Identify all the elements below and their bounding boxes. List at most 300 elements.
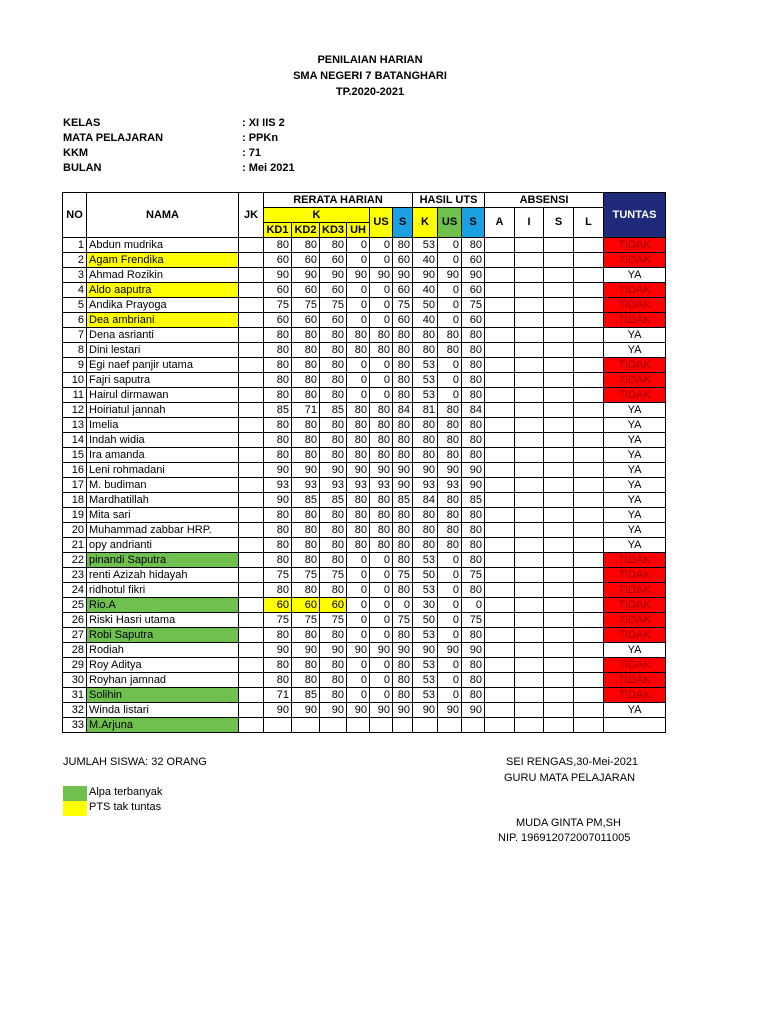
score-uk: 80: [413, 433, 438, 448]
score-s: 85: [393, 493, 413, 508]
tuntas-status: YA: [604, 643, 666, 658]
row-number: 11: [63, 388, 87, 403]
gender-cell: [239, 253, 264, 268]
score-kd2: 80: [292, 553, 320, 568]
absen-a: [485, 568, 515, 583]
absen-s: [544, 523, 574, 538]
score-s: 80: [393, 343, 413, 358]
gender-cell: [239, 373, 264, 388]
score-us: 90: [370, 703, 393, 718]
absen-a: [485, 343, 515, 358]
gender-cell: [239, 538, 264, 553]
score-kd3: 80: [320, 538, 347, 553]
score-uh: 90: [347, 703, 370, 718]
absen-l: [574, 313, 604, 328]
absen-a: [485, 493, 515, 508]
tuntas-status: TIDAK: [604, 553, 666, 568]
absen-a: [485, 643, 515, 658]
score-kd1: 71: [264, 688, 292, 703]
absen-i: [515, 613, 544, 628]
gender-cell: [239, 658, 264, 673]
row-number: 32: [63, 703, 87, 718]
score-us2: 80: [462, 343, 485, 358]
absen-l: [574, 358, 604, 373]
teacher-role: GURU MATA PELAJARAN: [504, 772, 636, 784]
score-kd3: [320, 718, 347, 733]
absen-l: [574, 328, 604, 343]
absen-l: [574, 703, 604, 718]
col-absen-a: A: [485, 208, 515, 238]
table-row: [63, 598, 666, 613]
absen-s: [544, 718, 574, 733]
score-uk: 50: [413, 613, 438, 628]
absen-i: [515, 688, 544, 703]
score-kd2: 80: [292, 538, 320, 553]
absen-s: [544, 688, 574, 703]
score-kd1: 75: [264, 298, 292, 313]
tuntas-status: TIDAK: [604, 373, 666, 388]
score-us2: 84: [462, 403, 485, 418]
tuntas-status: YA: [604, 268, 666, 283]
score-us: 90: [370, 463, 393, 478]
score-us2: 75: [462, 298, 485, 313]
score-uus: 93: [438, 478, 462, 493]
student-name: Mita sari: [87, 508, 239, 523]
tuntas-status: TIDAK: [604, 673, 666, 688]
score-kd2: 90: [292, 268, 320, 283]
score-s: 80: [393, 628, 413, 643]
student-name: Aldo aaputra: [87, 283, 239, 298]
score-kd2: 80: [292, 358, 320, 373]
score-kd2: 60: [292, 253, 320, 268]
col-hasil-uts: HASIL UTS: [413, 193, 485, 208]
score-s: 80: [393, 373, 413, 388]
score-kd2: [292, 718, 320, 733]
meta-label-bulan: BULAN: [63, 162, 102, 174]
student-name: Royhan jamnad: [87, 673, 239, 688]
row-number: 30: [63, 673, 87, 688]
absen-s: [544, 598, 574, 613]
score-uh: 80: [347, 403, 370, 418]
tuntas-status: TIDAK: [604, 568, 666, 583]
table-row: [63, 478, 666, 493]
score-uh: 80: [347, 448, 370, 463]
absen-s: [544, 628, 574, 643]
absen-s: [544, 328, 574, 343]
row-number: 15: [63, 448, 87, 463]
score-us2: 60: [462, 313, 485, 328]
absen-l: [574, 583, 604, 598]
score-uh: 0: [347, 358, 370, 373]
score-us2: 90: [462, 268, 485, 283]
score-kd3: 90: [320, 703, 347, 718]
tuntas-status: YA: [604, 463, 666, 478]
student-name: renti Azizah hidayah: [87, 568, 239, 583]
score-uk: 80: [413, 508, 438, 523]
score-uus: 90: [438, 268, 462, 283]
absen-l: [574, 253, 604, 268]
score-uus: 0: [438, 373, 462, 388]
score-kd3: 80: [320, 418, 347, 433]
tuntas-status: YA: [604, 538, 666, 553]
score-us2: 80: [462, 388, 485, 403]
row-number: 9: [63, 358, 87, 373]
table-row: [63, 493, 666, 508]
absen-s: [544, 313, 574, 328]
score-us2: 90: [462, 703, 485, 718]
absen-l: [574, 238, 604, 253]
score-kd1: 80: [264, 388, 292, 403]
score-us2: 80: [462, 583, 485, 598]
score-uus: [438, 718, 462, 733]
tuntas-status: TIDAK: [604, 598, 666, 613]
tuntas-status: YA: [604, 448, 666, 463]
score-uk: 53: [413, 238, 438, 253]
score-uus: 80: [438, 433, 462, 448]
absen-a: [485, 433, 515, 448]
teacher-nip: NIP. 196912072007011005: [498, 832, 631, 844]
score-us2: 75: [462, 568, 485, 583]
score-uk: 90: [413, 268, 438, 283]
score-s: 84: [393, 403, 413, 418]
score-s: 75: [393, 568, 413, 583]
score-uh: 80: [347, 493, 370, 508]
score-us: 80: [370, 403, 393, 418]
score-us: 0: [370, 298, 393, 313]
absen-a: [485, 718, 515, 733]
tuntas-status: [604, 718, 666, 733]
row-number: 31: [63, 688, 87, 703]
score-uus: 80: [438, 523, 462, 538]
table-row: [63, 373, 666, 388]
score-us: 80: [370, 448, 393, 463]
score-kd3: 85: [320, 403, 347, 418]
score-uh: 0: [347, 598, 370, 613]
score-kd3: 60: [320, 313, 347, 328]
score-kd1: 80: [264, 448, 292, 463]
score-us: 0: [370, 373, 393, 388]
score-uh: 0: [347, 388, 370, 403]
score-kd3: 80: [320, 388, 347, 403]
tuntas-status: TIDAK: [604, 238, 666, 253]
student-name: Dini lestari: [87, 343, 239, 358]
absen-i: [515, 298, 544, 313]
gender-cell: [239, 313, 264, 328]
col-rerata-harian: RERATA HARIAN: [264, 193, 413, 208]
score-uk: 53: [413, 388, 438, 403]
score-s: 60: [393, 253, 413, 268]
score-uk: 53: [413, 628, 438, 643]
score-us: 0: [370, 688, 393, 703]
absen-a: [485, 253, 515, 268]
col-kd1: KD1: [264, 223, 292, 238]
score-kd1: 80: [264, 538, 292, 553]
absen-i: [515, 538, 544, 553]
score-s: 90: [393, 478, 413, 493]
gender-cell: [239, 403, 264, 418]
absen-l: [574, 568, 604, 583]
gender-cell: [239, 358, 264, 373]
tuntas-status: YA: [604, 403, 666, 418]
absen-l: [574, 283, 604, 298]
score-uh: 0: [347, 253, 370, 268]
gender-cell: [239, 283, 264, 298]
student-name: Muhammad zabbar HRP.: [87, 523, 239, 538]
score-kd1: 90: [264, 643, 292, 658]
score-uk: 80: [413, 523, 438, 538]
score-uk: 93: [413, 478, 438, 493]
score-uh: 80: [347, 418, 370, 433]
score-kd3: 75: [320, 298, 347, 313]
score-s: 75: [393, 298, 413, 313]
absen-i: [515, 493, 544, 508]
absen-s: [544, 493, 574, 508]
score-uus: 90: [438, 643, 462, 658]
student-name: Riski Hasri utama: [87, 613, 239, 628]
score-us2: 90: [462, 643, 485, 658]
score-kd3: 80: [320, 628, 347, 643]
teacher-name: MUDA GINTA PM,SH: [516, 817, 621, 829]
score-us: 90: [370, 643, 393, 658]
col-absensi: ABSENSI: [485, 193, 604, 208]
absen-l: [574, 523, 604, 538]
score-us: 0: [370, 283, 393, 298]
score-uus: 80: [438, 343, 462, 358]
student-name: ridhotul fikri: [87, 583, 239, 598]
row-number: 7: [63, 328, 87, 343]
meta-value-kkm: : 71: [242, 147, 261, 159]
score-us2: 80: [462, 433, 485, 448]
score-kd2: 80: [292, 343, 320, 358]
absen-i: [515, 448, 544, 463]
score-uus: 80: [438, 448, 462, 463]
col-uts-k: K: [413, 208, 438, 238]
score-s: 90: [393, 463, 413, 478]
score-uh: 0: [347, 298, 370, 313]
row-number: 23: [63, 568, 87, 583]
col-kd3: KD3: [320, 223, 347, 238]
score-kd3: 90: [320, 268, 347, 283]
score-uus: 0: [438, 238, 462, 253]
score-kd2: 80: [292, 448, 320, 463]
score-kd1: 60: [264, 283, 292, 298]
score-uk: 50: [413, 568, 438, 583]
table-row: [63, 553, 666, 568]
score-s: 80: [393, 673, 413, 688]
student-name: Ira amanda: [87, 448, 239, 463]
gender-cell: [239, 433, 264, 448]
score-uus: 80: [438, 418, 462, 433]
absen-l: [574, 388, 604, 403]
grade-table: [62, 192, 666, 733]
score-uus: 80: [438, 508, 462, 523]
score-kd1: 80: [264, 583, 292, 598]
absen-a: [485, 388, 515, 403]
gender-cell: [239, 388, 264, 403]
score-uus: 80: [438, 538, 462, 553]
gender-cell: [239, 568, 264, 583]
score-kd1: 80: [264, 673, 292, 688]
score-us: 80: [370, 433, 393, 448]
tuntas-status: TIDAK: [604, 613, 666, 628]
score-uk: 40: [413, 253, 438, 268]
score-uk: 90: [413, 463, 438, 478]
absen-i: [515, 628, 544, 643]
student-name: opy andrianti: [87, 538, 239, 553]
score-uk: 80: [413, 328, 438, 343]
absen-l: [574, 718, 604, 733]
score-kd2: 80: [292, 328, 320, 343]
score-kd2: 80: [292, 418, 320, 433]
score-kd2: 80: [292, 433, 320, 448]
absen-s: [544, 658, 574, 673]
score-us: 0: [370, 238, 393, 253]
score-kd1: 60: [264, 598, 292, 613]
score-s: 90: [393, 268, 413, 283]
score-kd2: 80: [292, 508, 320, 523]
tuntas-status: TIDAK: [604, 358, 666, 373]
absen-s: [544, 358, 574, 373]
tuntas-status: YA: [604, 493, 666, 508]
student-name: Robi Saputra: [87, 628, 239, 643]
score-uh: 80: [347, 538, 370, 553]
score-us: 80: [370, 343, 393, 358]
absen-l: [574, 598, 604, 613]
score-kd1: 90: [264, 703, 292, 718]
score-us: 0: [370, 553, 393, 568]
table-row: [63, 403, 666, 418]
score-kd1: 93: [264, 478, 292, 493]
score-kd1: 80: [264, 523, 292, 538]
absen-a: [485, 508, 515, 523]
score-uus: 90: [438, 463, 462, 478]
meta-value-mapel: : PPKn: [242, 132, 279, 144]
score-uk: 30: [413, 598, 438, 613]
absen-l: [574, 298, 604, 313]
tuntas-status: YA: [604, 703, 666, 718]
absen-a: [485, 418, 515, 433]
score-us2: 80: [462, 523, 485, 538]
score-kd1: 80: [264, 358, 292, 373]
score-uus: 90: [438, 703, 462, 718]
table-row: [63, 298, 666, 313]
score-kd3: 80: [320, 673, 347, 688]
score-kd2: 60: [292, 313, 320, 328]
absen-s: [544, 463, 574, 478]
score-kd2: 60: [292, 598, 320, 613]
score-uus: 0: [438, 298, 462, 313]
student-name: Abdun mudrika: [87, 238, 239, 253]
absen-a: [485, 598, 515, 613]
score-s: 80: [393, 523, 413, 538]
doc-title: PENILAIAN HARIAN: [317, 54, 423, 66]
score-us2: 80: [462, 688, 485, 703]
absen-l: [574, 418, 604, 433]
table-row: [63, 313, 666, 328]
absen-a: [485, 373, 515, 388]
score-uk: 90: [413, 703, 438, 718]
absen-i: [515, 718, 544, 733]
score-uh: 0: [347, 568, 370, 583]
legend-yellow-swatch: [63, 801, 87, 816]
table-row: [63, 568, 666, 583]
row-number: 13: [63, 418, 87, 433]
score-kd1: 90: [264, 493, 292, 508]
gender-cell: [239, 673, 264, 688]
row-number: 10: [63, 373, 87, 388]
score-uh: 0: [347, 583, 370, 598]
score-kd3: 90: [320, 643, 347, 658]
student-name: M. budiman: [87, 478, 239, 493]
school-name: SMA NEGERI 7 BATANGHARI: [293, 70, 447, 82]
score-uk: 80: [413, 448, 438, 463]
absen-i: [515, 238, 544, 253]
row-number: 29: [63, 658, 87, 673]
tuntas-status: YA: [604, 328, 666, 343]
absen-a: [485, 583, 515, 598]
absen-l: [574, 433, 604, 448]
score-s: 80: [393, 688, 413, 703]
absen-s: [544, 538, 574, 553]
score-s: 90: [393, 703, 413, 718]
score-uus: 0: [438, 388, 462, 403]
absen-s: [544, 373, 574, 388]
row-number: 27: [63, 628, 87, 643]
absen-s: [544, 298, 574, 313]
meta-label-kelas: KELAS: [63, 117, 101, 129]
col-uh: UH: [347, 223, 370, 238]
student-name: Ahmad Rozikin: [87, 268, 239, 283]
score-uus: 0: [438, 583, 462, 598]
score-uus: 0: [438, 628, 462, 643]
tuntas-status: YA: [604, 433, 666, 448]
tuntas-status: TIDAK: [604, 253, 666, 268]
score-kd2: 75: [292, 568, 320, 583]
table-row: [63, 718, 666, 733]
score-s: 0: [393, 598, 413, 613]
table-row: [63, 433, 666, 448]
score-us: 0: [370, 673, 393, 688]
tuntas-status: YA: [604, 508, 666, 523]
score-kd2: 80: [292, 628, 320, 643]
score-uk: 40: [413, 313, 438, 328]
score-kd1: 80: [264, 343, 292, 358]
score-kd1: 80: [264, 238, 292, 253]
student-name: Agam Frendika: [87, 253, 239, 268]
row-number: 21: [63, 538, 87, 553]
absen-a: [485, 283, 515, 298]
table-row: [63, 508, 666, 523]
score-uk: 53: [413, 658, 438, 673]
row-number: 1: [63, 238, 87, 253]
gender-cell: [239, 463, 264, 478]
score-kd2: 93: [292, 478, 320, 493]
col-uts-s: S: [462, 208, 485, 238]
score-kd3: 85: [320, 493, 347, 508]
row-number: 3: [63, 268, 87, 283]
student-name: Rodiah: [87, 643, 239, 658]
score-us2: 80: [462, 358, 485, 373]
score-kd1: 80: [264, 628, 292, 643]
score-kd2: 80: [292, 523, 320, 538]
row-number: 2: [63, 253, 87, 268]
absen-l: [574, 643, 604, 658]
score-us: 80: [370, 493, 393, 508]
table-row: [63, 613, 666, 628]
score-uus: 0: [438, 673, 462, 688]
score-uh: 0: [347, 373, 370, 388]
absen-i: [515, 658, 544, 673]
